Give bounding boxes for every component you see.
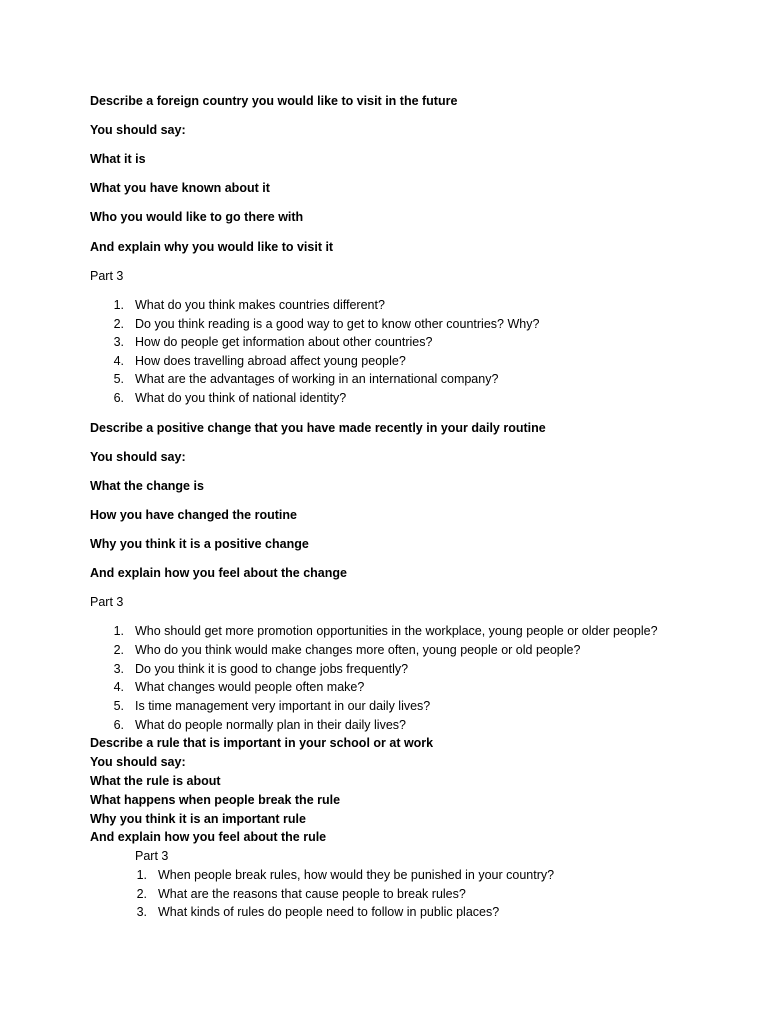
list-number: 6. — [113, 391, 124, 405]
list-item-text: When people break rules, how would they be punished in your country? — [158, 868, 555, 882]
list-item-text: What do people normally plan in their daily lives? — [135, 718, 406, 732]
section3-point: And explain how you feel about the rule — [90, 830, 327, 844]
list-number: 1. — [113, 298, 124, 312]
list-number: 6. — [113, 718, 124, 732]
section2-should-say: You should say: — [90, 450, 186, 464]
list-number: 2. — [113, 317, 124, 331]
list-item-text: Is time management very important in our daily lives? — [135, 699, 431, 713]
section1-part-label: Part 3 — [90, 269, 124, 283]
section1-should-say: You should say: — [90, 123, 186, 137]
section1-point: Who you would like to go there with — [90, 210, 304, 224]
list-number: 4. — [113, 680, 124, 694]
list-number: 3. — [113, 335, 124, 349]
section2-point: And explain how you feel about the change — [90, 566, 347, 580]
list-number: 1. — [113, 624, 124, 638]
list-item-text: How do people get information about other countries? — [135, 335, 433, 349]
section3-point: What happens when people break the rule — [90, 793, 341, 807]
list-item-text: What are the advantages of working in an international company? — [135, 372, 499, 386]
list-number: 5. — [113, 699, 124, 713]
section3-should-say: You should say: — [90, 755, 186, 769]
section3-title: Describe a rule that is important in your school or at work — [90, 736, 434, 750]
list-item-text: What kinds of rules do people need to follow in public places? — [158, 905, 500, 919]
list-item-text: What changes would people often make? — [135, 680, 365, 694]
section3-point: What the rule is about — [90, 774, 221, 788]
section2-point: What the change is — [90, 479, 204, 493]
list-number: 2. — [113, 643, 124, 657]
section2-point: Why you think it is a positive change — [90, 537, 309, 551]
section3-part-label: Part 3 — [135, 849, 169, 863]
list-item-text: What do you think makes countries different? — [135, 298, 385, 312]
section1-point: What it is — [90, 152, 146, 166]
section1-title: Describe a foreign country you would like to visit in the future — [90, 94, 458, 108]
section1-point: And explain why you would like to visit it — [90, 240, 334, 254]
list-item-text: How does travelling abroad affect young people? — [135, 354, 406, 368]
section2-point: How you have changed the routine — [90, 508, 297, 522]
list-item-text: Do you think it is good to change jobs frequently? — [135, 662, 409, 676]
list-number: 3. — [136, 905, 147, 919]
list-item-text: What are the reasons that cause people to break rules? — [158, 887, 466, 901]
list-number: 4. — [113, 354, 124, 368]
list-item-text: Who should get more promotion opportunities in the workplace, young people or older people? — [135, 624, 658, 638]
list-number: 1. — [136, 868, 147, 882]
section2-title: Describe a positive change that you have made recently in your daily routine — [90, 421, 546, 435]
list-item-text: Who do you think would make changes more often, young people or old people? — [135, 643, 581, 657]
list-number: 3. — [113, 662, 124, 676]
section1-point: What you have known about it — [90, 181, 270, 195]
section3-point: Why you think it is an important rule — [90, 812, 306, 826]
list-item-text: What do you think of national identity? — [135, 391, 347, 405]
section2-part-label: Part 3 — [90, 595, 124, 609]
list-number: 5. — [113, 372, 124, 386]
list-number: 2. — [136, 887, 147, 901]
list-item-text: Do you think reading is a good way to get to know other countries? Why? — [135, 317, 540, 331]
